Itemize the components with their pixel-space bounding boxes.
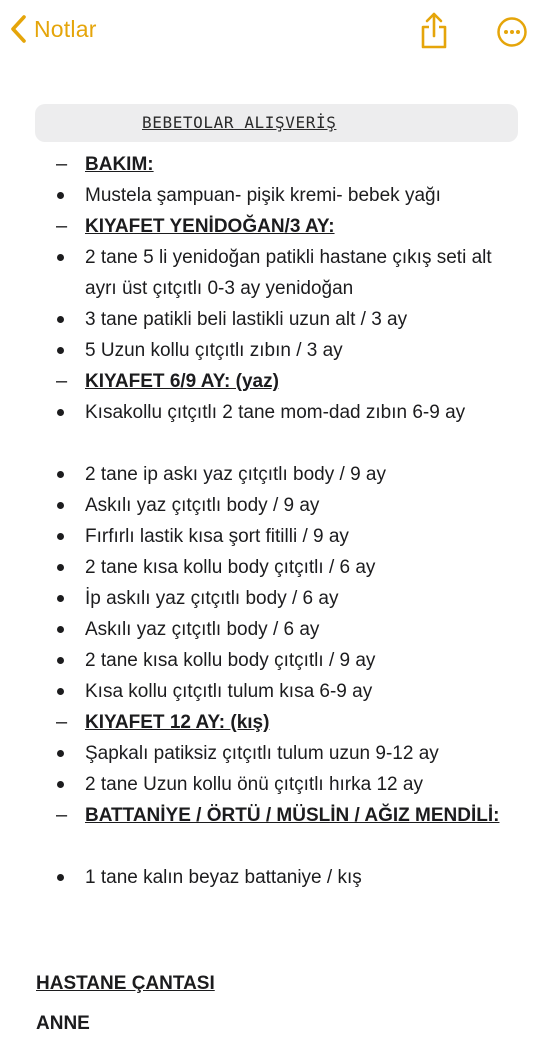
bullet-icon <box>57 738 64 769</box>
list-item <box>0 614 553 645</box>
dash-icon: – <box>56 370 68 392</box>
bullet-icon <box>57 490 64 521</box>
bullet-icon <box>57 769 64 800</box>
list-item <box>0 707 553 738</box>
bullet-icon <box>57 552 64 583</box>
share-button[interactable] <box>419 12 449 55</box>
share-icon <box>419 12 449 50</box>
list-text: 2 tane kısa kollu body çıtçıtlı / 6 ay <box>85 557 376 578</box>
list-item <box>0 521 553 552</box>
bullet-icon <box>57 645 64 676</box>
list-item <box>0 645 553 676</box>
bullet-icon <box>57 583 64 614</box>
list-item <box>0 149 553 180</box>
bullet-icon <box>57 614 64 645</box>
list-text: 2 tane 5 li yenidoğan patikli hastane çıkış seti alt ayrı üst çıtçıtlı 0-3 ay yenidoğan <box>85 247 492 299</box>
list-heading: KIYAFET 12 AY: (kış) <box>85 712 270 733</box>
bullet-icon <box>57 676 64 707</box>
bullet-icon <box>57 397 64 428</box>
list-text: 2 tane Uzun kollu önü çıtçıtlı hırka 12 ay <box>85 774 423 795</box>
list-item <box>0 490 553 521</box>
list-text: 3 tane patikli beli lastikli uzun alt / 3 ay <box>85 309 408 330</box>
list-text: Askılı yaz çıtçıtlı body / 6 ay <box>85 619 320 640</box>
bullet-icon <box>57 304 64 335</box>
bullet-icon <box>57 180 64 211</box>
more-button[interactable] <box>496 16 528 53</box>
list-text: Kısakollu çıtçıtlı 2 tane mom-dad zıbın 6-9 ay <box>85 402 466 423</box>
list-item <box>0 862 553 893</box>
list-text: Şapkalı patiksiz çıtçıtlı tulum uzun 9-12 ay <box>85 743 439 764</box>
back-button[interactable] <box>10 14 97 44</box>
list-text: 1 tane kalın beyaz battaniye / kış <box>85 867 362 888</box>
bullet-icon <box>57 242 64 273</box>
nav-bar <box>0 0 553 64</box>
list-item <box>0 738 553 769</box>
list-item <box>0 676 553 707</box>
dash-icon: – <box>56 804 68 826</box>
dash-icon: – <box>56 711 68 733</box>
note-list[interactable] <box>0 149 553 893</box>
note-title-block[interactable] <box>35 104 518 142</box>
back-label: Notlar <box>34 15 97 42</box>
bullet-icon <box>57 862 64 893</box>
list-item <box>0 459 553 490</box>
list-text: 2 tane ip askı yaz çıtçıtlı body / 9 ay <box>85 464 386 485</box>
list-item <box>0 769 553 800</box>
list-item <box>0 335 553 366</box>
dash-icon: – <box>56 215 68 237</box>
list-heading: KIYAFET 6/9 AY: (yaz) <box>85 371 279 392</box>
list-text: Askılı yaz çıtçıtlı body / 9 ay <box>85 495 320 516</box>
section-subheading: ANNE <box>36 1013 90 1034</box>
note-title: BEBETOLAR ALIŞVERİŞ <box>142 113 337 132</box>
list-item <box>0 583 553 614</box>
list-heading: KIYAFET YENİDOĞAN/3 AY: <box>85 216 335 237</box>
list-item <box>0 180 553 211</box>
list-item <box>0 242 553 304</box>
list-heading: BAKIM: <box>85 154 154 175</box>
bullet-icon <box>57 521 64 552</box>
list-heading: BATTANİYE / ÖRTÜ / MÜSLİN / AĞIZ MENDİLİ: <box>85 805 500 826</box>
list-text: 2 tane kısa kollu body çıtçıtlı / 9 ay <box>85 650 376 671</box>
list-item <box>0 304 553 335</box>
list-item <box>0 397 553 459</box>
list-text: Mustela şampuan- pişik kremi- bebek yağı <box>85 185 441 206</box>
list-item <box>0 211 553 242</box>
list-item <box>0 800 553 862</box>
list-item <box>0 366 553 397</box>
list-text: 5 Uzun kollu çıtçıtlı zıbın / 3 ay <box>85 340 343 361</box>
list-text: Fırfırlı lastik kısa şort fitilli / 9 ay <box>85 526 349 547</box>
chevron-left-icon <box>10 14 28 44</box>
section-heading: HASTANE ÇANTASI <box>36 973 215 994</box>
bullet-icon <box>57 335 64 366</box>
list-text: İp askılı yaz çıtçıtlı body / 6 ay <box>85 588 339 609</box>
dash-icon: – <box>56 153 68 175</box>
list-item <box>0 552 553 583</box>
bullet-icon <box>57 459 64 490</box>
list-text: Kısa kollu çıtçıtlı tulum kısa 6-9 ay <box>85 681 373 702</box>
more-icon <box>496 16 528 48</box>
